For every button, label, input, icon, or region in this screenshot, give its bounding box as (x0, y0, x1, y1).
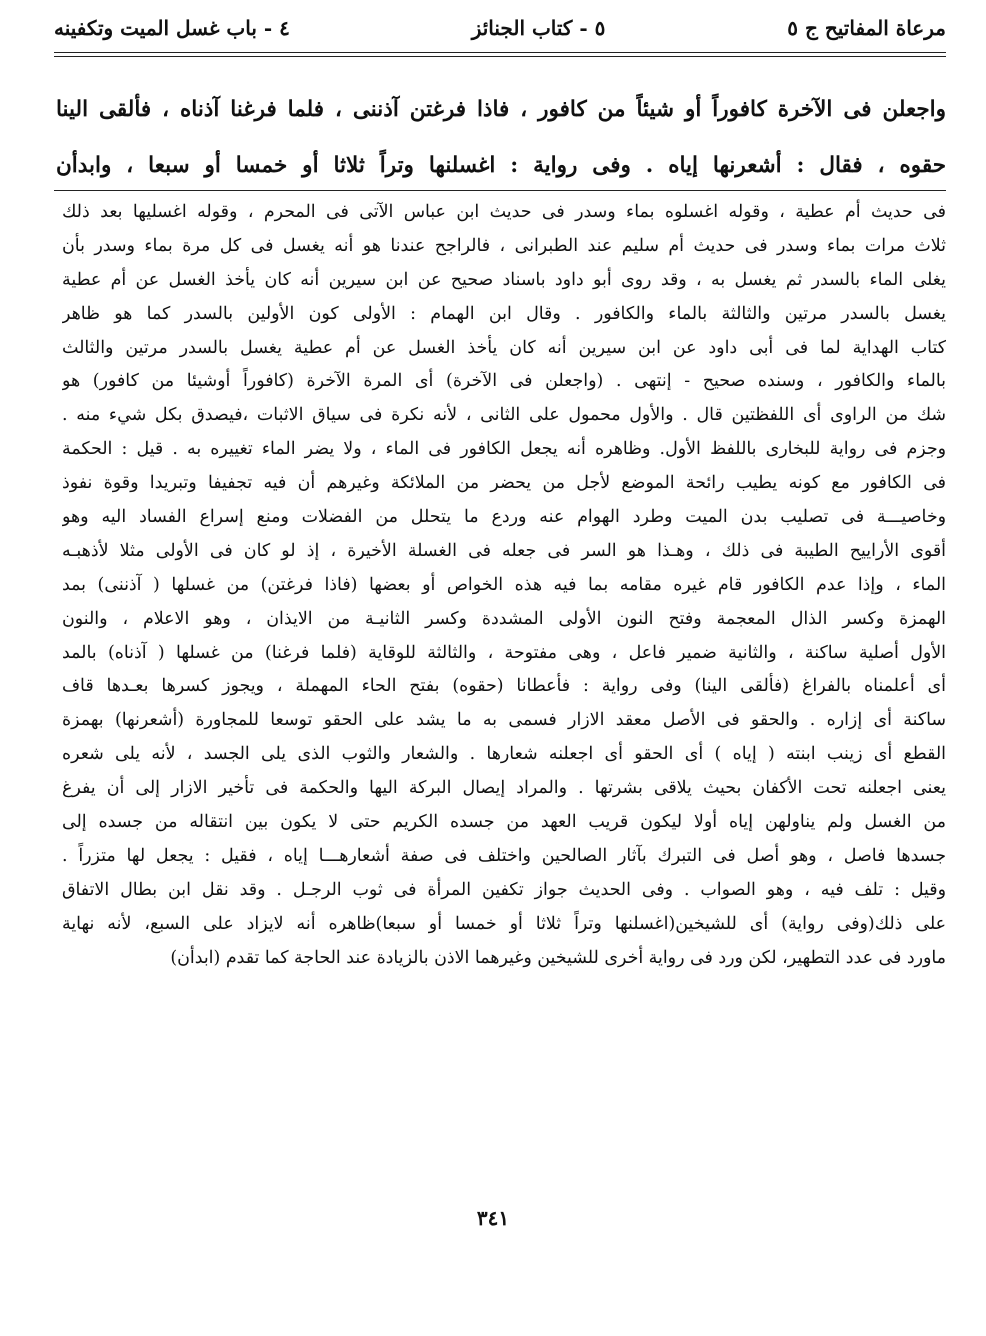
commentary-line: شك من الراوى أى اللفظتين قال . والأول محمول على الثانى ، لأنه نكرة فى سياق الاثبات ،فيصدق بكل شيء منه . (62, 405, 946, 426)
header-rule-thin (54, 56, 946, 57)
commentary-line: الهمزة وكسر الذال المعجمة وفتح النون الأولى المشددة وكسر الثانيـة من الايذان ، وهو الاعلام ، والنون (62, 608, 946, 629)
commentary-line: القطع أى زينب ابنته ( إياه ) أى الحقو أى اجعلنه شعارها . والشعار والثوب الذى يلى الجسد ، لأنه يلى شعره (62, 744, 946, 765)
commentary-line: أقوى الأراييح الطيبة فى ذلك ، وهـذا هو السر فى جعله فى الغسلة الأخيرة ، إذ لو كان فى الأولى مثلا لأذهبـه (62, 540, 946, 561)
header-rule (54, 52, 946, 53)
commentary-line: على ذلك(وفى رواية) أى للشيخين(اغسلنها وتراً ثلاثا أو خمسا أو سبعا)ظاهره أنه لايزاد على السبع، لأنه نهاية (62, 913, 946, 934)
running-header (54, 8, 946, 48)
commentary-line: الأول أصلية ساكنة ، والثانية ضمير فاعل ، وهى مفتوحة ، والثالثة للوقاية (فلما فرغنا) من غسلها ( آذناه) بالمد (62, 642, 946, 663)
hadith-line: واجعلن فى الآخرة كافوراً أو شيئاً من كافور ، فاذا فرغتن آذننى ، فلما فرغنا آذناه ، فألقى الينا (56, 97, 946, 122)
commentary-line: وجزم فى رواية للبخارى باللفظ الأول. وظاهره أنه يجعل الكافور فى الماء ، ولا يضر الماء تغييره به . قيل : الحكمة (62, 439, 946, 460)
commentary-line: وقيل : تلف فيه ، وهو الصواب . وفى الحديث جواز تكفين المرأة فى ثوب الرجـل . وقد نقل ابن بطال الاتفاق (62, 879, 946, 900)
header-kitab-title: ٥ - كتاب الجنائز (471, 16, 606, 40)
header-bab-title: ٤ - باب غسل الميت وتكفينه (54, 16, 290, 40)
page-number: ٣٤١ (476, 1206, 510, 1230)
commentary-line: يغلى الماء بالسدر ثم يغسل به ، وقد روى أبو داود باسناد صحيح عن ابن سيرين أنه كان يأخذ الغسل عن أم عطية (62, 269, 946, 290)
commentary-text (62, 196, 946, 975)
commentary-line: ساكنة أى إزاره . والحقو فى الأصل معقد الازار فسمى به ما يشد على الحقو توسعا للمجاورة (أشعرنها) بهمزة (62, 710, 946, 731)
commentary-line: ثلاث مرات بماء وسدر فى حديث أم سليم عند الطبرانى ، فالراجح عندنا هو أنه يغسل فى كل مرة بماء وسدر بأن (62, 235, 946, 256)
section-divider (54, 190, 946, 191)
commentary-line: فى حديث أم عطية ، وقوله اغسلوه بماء وسدر فى حديث ابن عباس الآتى فى المحرم ، وقوله اغسليها بعد ذلك (62, 202, 946, 222)
commentary-line: من الغسل ولم يناولهن إياه أولا ليكون قريب العهد من جسده الكريم حتى لا يكون بين انتقاله من جسده إلى (62, 812, 946, 833)
commentary-line: وخاصيـــة فى تصليب بدن الميت وطرد الهوام عنه وردع ما يتحلل من الفضلات ومنع إسراع الفساد اليه وهو (62, 507, 946, 528)
commentary-line: بالماء والكافور ، وسنده صحيح - إنتهى . (واجعلن فى الآخرة) أى المرة الآخرة (كافوراً أوشيئا من كافور) هو (62, 371, 946, 392)
commentary-line: فى الكافور مع كونه يطيب رائحة الموضع لأجل من يحضر من الملائكة وغيرهم أن فيه تجفيفا وتبريدا وقوة نفوذ (62, 473, 946, 494)
commentary-line: كتاب الهداية لما فى أبى داود عن ابن سيرين أنه كان يأخذ الغسل عن أم عطية يغسل بالسدر مرتين والثالث (62, 337, 946, 358)
commentary-line: يغسل بالسدر مرتين والثالثة بالماء والكافور . وقال ابن الهمام : الأولى كون الأولين بالسدر كما هو ظاهر (62, 303, 946, 324)
hadith-line: حقوه ، فقال : أشعرنها إياه . وفى رواية : اغسلنها وتراً ثلاثا أو خمسا أو سبعا ، وابدأن (56, 153, 946, 178)
header-book-reference: مرعاة المفاتيح ج ٥ (787, 16, 946, 40)
hadith-text (56, 82, 946, 194)
commentary-line: ماورد فى عدد التطهير، لكن ورد فى رواية أخرى للشيخين وغيرهما الاذن بالزيادة عند الحاجة كما تقدم (ابدأن) (170, 947, 946, 968)
commentary-line: يعنى اجعلنه تحت الأكفان بحيث يلاقى بشرتها . والمراد إيصال البركة اليها والحكمة فى تأخير الازار إلى أن يفرغ (62, 778, 946, 799)
commentary-line: الماء ، وإذا عدم الكافور قام غيره مقامه بما فيه هذه الخواص أو بعضها (فاذا فرغتن) من غسلها ( آذننى) بمد (62, 574, 946, 595)
commentary-line: أى أعلمناه بالفراغ (فألقى الينا) وفى رواية : فأعطانا (حقوه) بفتح الحاء المهملة ، ويجوز كسرها بعـدها قاف (62, 676, 946, 697)
commentary-line: جسدها فاصل ، وهو أصل فى التبرك بآثار الصالحين واختلف فى صفة أشعارهـــا إياه ، فقيل : يجعل لها متزراً . (62, 845, 946, 866)
